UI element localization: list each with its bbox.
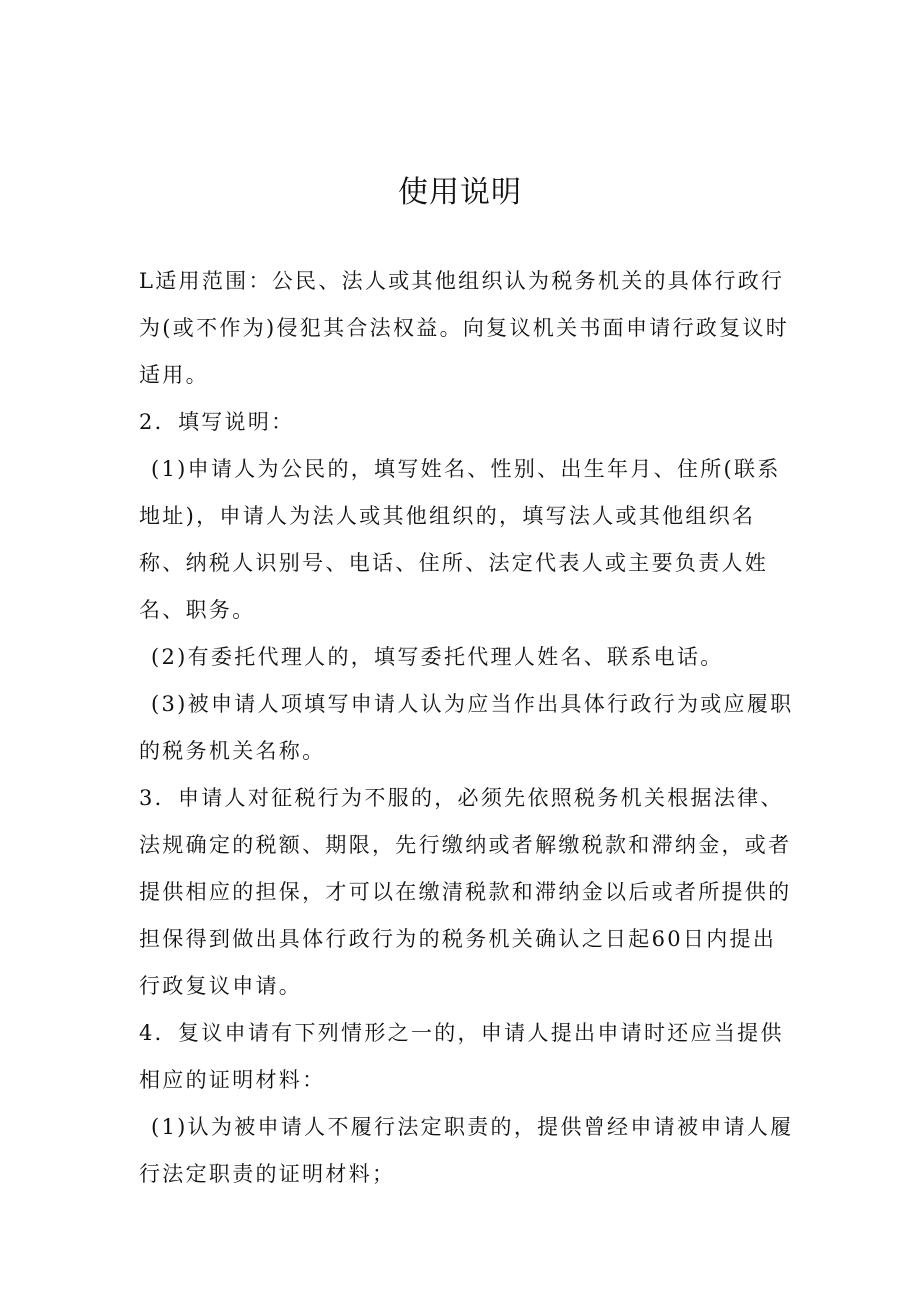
scope-line-3: 适用。 bbox=[139, 363, 209, 387]
page-title: 使用说明 bbox=[398, 175, 522, 210]
fill-item-1-line-3: 称、纳税人识别号、电话、住所、法定代表人或主要负责人姓 bbox=[139, 551, 769, 575]
scope-line-2: 为(或不作为)侵犯其合法权益。向复议机关书面申请行政复议时 bbox=[139, 316, 790, 340]
evidence-item-1-line-1: (1)认为被申请人不履行法定职责的，提供曾经申请被申请人履 bbox=[151, 1115, 794, 1139]
fill-item-2-line-1: (2)有委托代理人的，填写委托代理人姓名、联系电话。 bbox=[151, 645, 724, 669]
tax-dispute-line-4: 担保得到做出具体行政行为的税务机关确认之日起60日内提出 bbox=[139, 927, 777, 951]
tax-dispute-line-5: 行政复议申请。 bbox=[139, 974, 303, 998]
evidence-heading-line-2: 相应的证明材料： bbox=[139, 1068, 326, 1092]
instructions-body bbox=[139, 258, 799, 1198]
fill-item-3-line-1: (3)被申请人项填写申请人认为应当作出具体行政行为或应履职 bbox=[151, 692, 794, 716]
tax-dispute-line-1: 3．申请人对征税行为不服的，必须先依照税务机关根据法律、 bbox=[139, 786, 784, 810]
fill-instructions-heading: 2．填写说明： bbox=[139, 410, 295, 434]
evidence-item-1-line-2: 行法定职责的证明材料； bbox=[139, 1162, 396, 1186]
fill-item-1-line-2: 地址)，申请人为法人或其他组织的，填写法人或其他组织名 bbox=[139, 504, 756, 528]
fill-item-3-line-2: 的税务机关名称。 bbox=[139, 739, 326, 763]
fill-item-1-line-4: 名、职务。 bbox=[139, 598, 256, 622]
tax-dispute-line-2: 法规确定的税额、期限，先行缴纳或者解缴税款和滞纳金，或者 bbox=[139, 833, 792, 857]
scope-line-1: L适用范围：公民、法人或其他组织认为税务机关的具体行政行 bbox=[139, 269, 785, 293]
fill-item-1-line-1: (1)申请人为公民的，填写姓名、性别、出生年月、住所(联系 bbox=[151, 457, 781, 481]
tax-dispute-line-3: 提供相应的担保，才可以在缴清税款和滞纳金以后或者所提供的 bbox=[139, 880, 792, 904]
evidence-heading-line-1: 4．复议申请有下列情形之一的，申请人提出申请时还应当提供 bbox=[139, 1021, 784, 1045]
